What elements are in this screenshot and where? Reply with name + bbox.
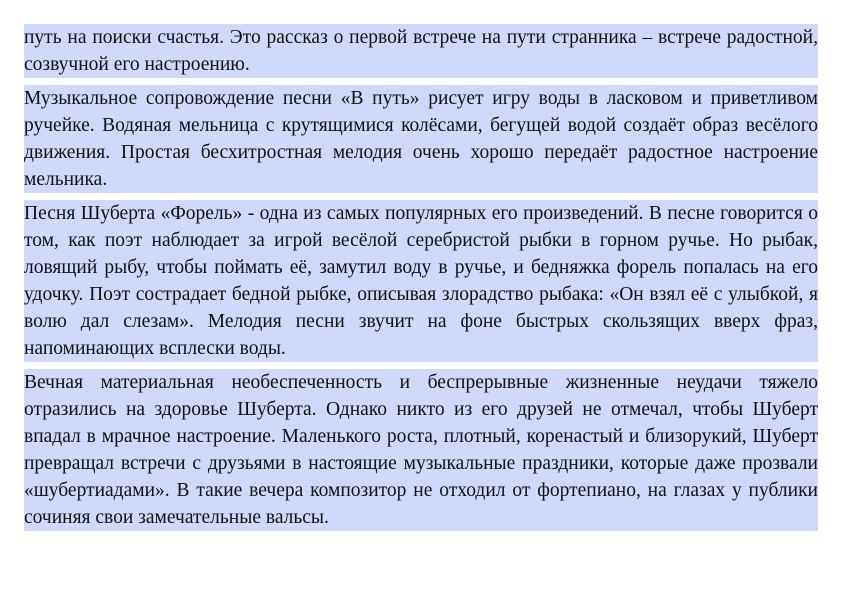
paragraph-v-put: Музыкальное сопровождение песни «В путь» рисует игру воды в ласковом и приветливом ручейке. Водяная мельница с крутящимися колёсами, бегущей водой создаёт образ весёлого движения. Простая бесхитростная мелодия очень хорошо передаёт радостное настроение мельника. [24,85,818,193]
paragraph-forel: Песня Шуберта «Форель» - одна из самых популярных его произведений. В песне говорится о том, как поэт наблюдает за игрой весёлой серебристой рыбки в горном ручье. Но рыбак, ловящий рыбу, чтобы поймать её, замутил воду в ручье, и бедняжка форель попалась на его удочку. Поэт сострадает бедной рыбке, описывая злорадство рыбака: «Он взял её с улыбкой, я волю дал слезам». Мелодия песни звучит на фоне быстрых скользящих вверх фраз, напоминающих всплески воды. [24,200,818,362]
paragraph-journey: путь на поиски счастья. Это рассказ о первой встрече на пути странника – встрече радостной, созвучной его настроению. [24,24,818,78]
text-block [24,24,818,531]
paragraph-schubert-life: Вечная материальная необеспеченность и беспрерывные жизненные неудачи тяжело отразились на здоровье Шуберта. Однако никто из его друзей не отмечал, чтобы Шуберт впадал в мрачное настроение. Маленького роста, плотный, коренастый и близорукий, Шуберт превращал встречи с друзьями в настоящие музыкальные праздники, которые даже прозвали «шубертиадами». В такие вечера композитор не отходил от фортепиано, на глазах у публики сочиняя свои замечательные вальсы. [24,369,818,531]
